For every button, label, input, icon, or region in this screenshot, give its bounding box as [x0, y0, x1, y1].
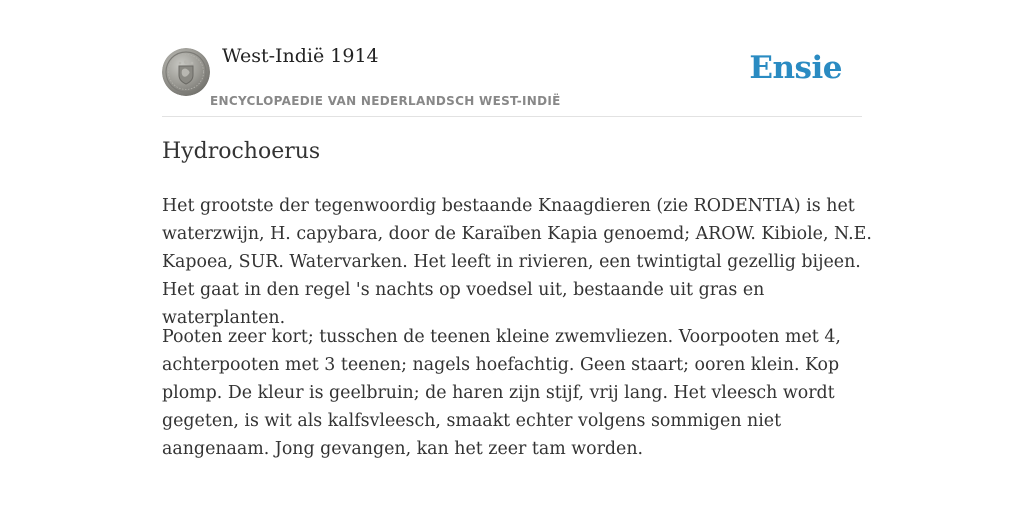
article-paragraph: Pooten zeer kort; tusschen de teenen kleine zwemvliezen. Voorpooten met 4, achterpooten met 3 teenen; nagels hoefachtig. Geen staart; ooren klein. Kop plomp. De kleur is geelbruin; de haren zijn stijf, vrij lang. Het vleesch wordt gegeten, is wit als kalfsvleesch, smaakt echter volgens sommigen niet aangenaam. Jong gevangen, kan het zeer tam worden. — [162, 327, 841, 459]
entry-title: Hydrochoerus — [162, 139, 321, 164]
header — [162, 0, 862, 117]
page — [162, 0, 872, 512]
source-subtitle: ENCYCLOPAEDIE VAN NEDERLANDSCH WEST-INDIË — [210, 94, 561, 108]
article-paragraph: Het grootste der tegenwoordig bestaande Knaagdieren (zie RODENTIA) is het waterzwijn, H. capybara, door de Karaïben Kapia genoemd; AROW. Kibiole, N.E. Kapoea, SUR. Watervarken. Het leeft in rivieren, een twintigtal gezellig bijeen. Het gaat in den regel 's nachts op voedsel uit, bestaande uit gras en waterplanten. — [162, 196, 872, 328]
coin-emblem-icon[interactable] — [162, 48, 210, 96]
ensie-logo-link[interactable]: Ensie — [749, 50, 842, 86]
source-title[interactable]: West-Indië 1914 — [222, 45, 379, 67]
